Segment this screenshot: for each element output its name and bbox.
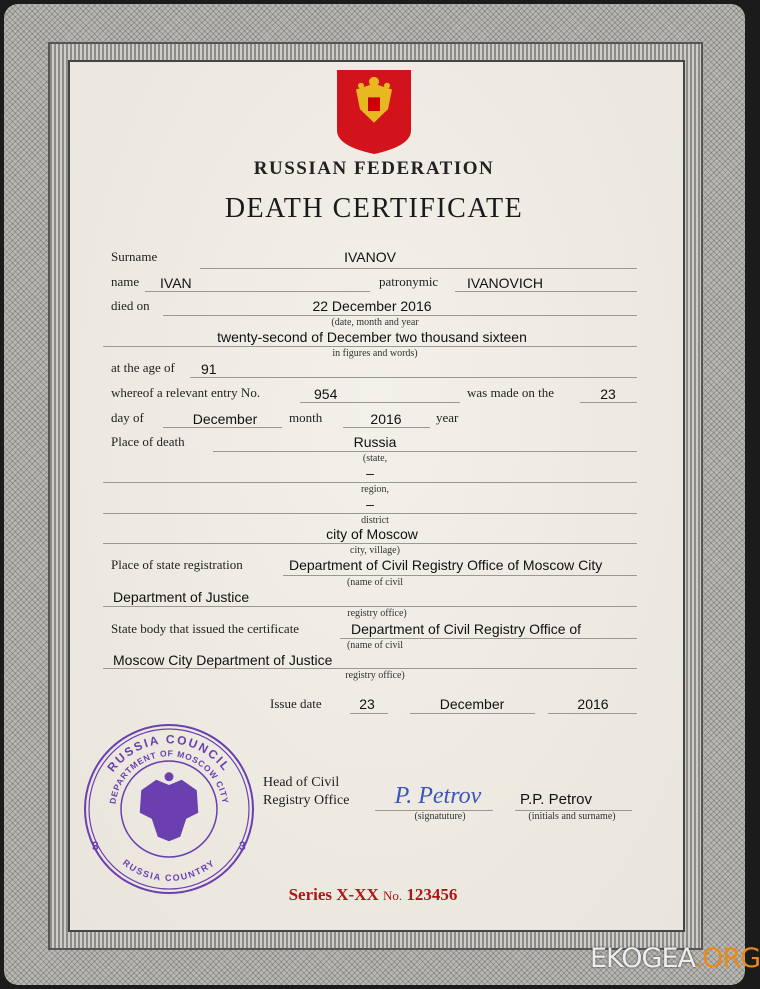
city-line: [103, 543, 637, 544]
official-stamp: [82, 722, 256, 896]
issue-year: 2016: [577, 696, 609, 712]
issuer-hint-1: (name of civil: [346, 640, 404, 651]
signer-name: P.P. Petrov: [520, 791, 592, 808]
died-on-hint: (date, month and year: [331, 317, 419, 328]
issuer-value-1: Department of Civil Registry Office of: [351, 621, 582, 637]
stamp-num-left: 3: [92, 839, 99, 853]
age-label: at the age of: [111, 360, 175, 375]
name-label: name: [111, 274, 140, 289]
surname-label: Surname: [111, 249, 158, 264]
head-label-1: Head of Civil: [263, 775, 340, 790]
issuer-line-1: [340, 638, 637, 639]
issuer-label: State body that issued the certificate: [111, 621, 300, 636]
document-title: DEATH CERTIFICATE: [224, 193, 524, 224]
place-label: Place of death: [111, 434, 185, 449]
reg-place-label: Place of state registration: [111, 557, 243, 572]
watermark-main: EKOGEA: [590, 943, 695, 974]
district-value: –: [366, 496, 374, 512]
issuer-hint-2: registry office): [345, 670, 405, 681]
died-on-label: died on: [111, 298, 150, 313]
city-value: city of Moscow: [326, 526, 418, 542]
name-value: IVAN: [160, 275, 192, 291]
issuer-value-2: Moscow City Department of Justice: [113, 652, 333, 668]
series-label: Series X-XX: [288, 885, 379, 904]
region-line: [103, 482, 637, 483]
watermark-suffix: .ORG: [694, 943, 760, 974]
series-no-label: No.: [383, 888, 403, 903]
watermark: [590, 944, 760, 974]
region-value: –: [366, 465, 374, 481]
issuer-line-2: [103, 668, 637, 669]
reg-place-value-2: Department of Justice: [113, 589, 250, 605]
died-words-hint: in figures and words): [332, 348, 418, 359]
patronymic-line: [455, 291, 637, 292]
day-of-label: day of: [111, 410, 144, 425]
handwritten-signature: P. Petrov: [394, 783, 482, 809]
state-line: [213, 451, 637, 452]
country-heading: RUSSIAN FEDERATION: [253, 158, 495, 179]
issue-date-label: Issue date: [270, 696, 322, 711]
district-hint: district: [361, 515, 389, 526]
died-on-value: 22 December 2016: [312, 298, 432, 314]
year-label: year: [436, 410, 459, 425]
patronymic-value: IVANOVICH: [467, 275, 543, 291]
entry-month-line: [163, 427, 282, 428]
issue-day: 23: [359, 696, 375, 712]
entry-line: [300, 402, 460, 403]
age-line: [190, 377, 637, 378]
district-line: [103, 513, 637, 514]
reg-place-value-1: Department of Civil Registry Office of Moscow City: [289, 557, 603, 573]
stamp-num-right: 3: [239, 839, 246, 853]
issue-day-line: [350, 713, 388, 714]
made-on-line: [580, 402, 637, 403]
died-words-line: [103, 346, 637, 347]
stamp-inner-text: DEPARTMENT OF MOSCOW CITY: [107, 748, 231, 805]
city-hint: city, village): [350, 545, 400, 556]
surname-line: [200, 268, 637, 269]
month-label: month: [289, 410, 323, 425]
stamp-bottom-text: RUSSIA COUNTRY: [120, 857, 218, 883]
name-line: [145, 291, 370, 292]
made-on-day: 23: [600, 386, 616, 402]
signer-name-hint: (initials and surname): [528, 811, 616, 822]
died-on-words: twenty-second of December two thousand sixteen: [217, 329, 527, 345]
issue-month: December: [439, 696, 505, 712]
series-number: [289, 885, 458, 905]
state-hint: (state,: [362, 453, 388, 464]
died-on-line: [163, 315, 637, 316]
stamp-top-text: RUSSIA COUNCIL: [104, 732, 234, 775]
coat-of-arms-flag-icon: [337, 70, 411, 154]
region-hint: region,: [360, 484, 390, 495]
made-on-label: was made on the: [467, 385, 555, 400]
issue-year-line: [548, 713, 637, 714]
entry-year: 2016: [370, 411, 402, 427]
entry-month: December: [192, 411, 258, 427]
reg-place-line-1: [283, 575, 637, 576]
age-value: 91: [201, 361, 217, 377]
state-value: Russia: [353, 434, 397, 450]
reg-place-line-2: [103, 606, 637, 607]
reg-place-hint-2: registry office): [347, 608, 407, 619]
issue-month-line: [410, 713, 535, 714]
entry-year-line: [343, 427, 430, 428]
series-number-value: 123456: [406, 885, 458, 904]
reg-place-hint-1: (name of civil: [346, 577, 404, 588]
entry-no-value: 954: [314, 386, 338, 402]
signature-hint: (signatuture): [414, 811, 466, 822]
svg-text:RUSSIA COUNTRY: [121, 857, 217, 883]
patronymic-label: patronymic: [379, 274, 439, 289]
double-headed-eagle-icon: [140, 772, 199, 841]
surname-value: IVANOV: [344, 249, 396, 265]
entry-label: whereof a relevant entry No.: [111, 385, 261, 400]
head-label-2: Registry Office: [263, 793, 350, 808]
